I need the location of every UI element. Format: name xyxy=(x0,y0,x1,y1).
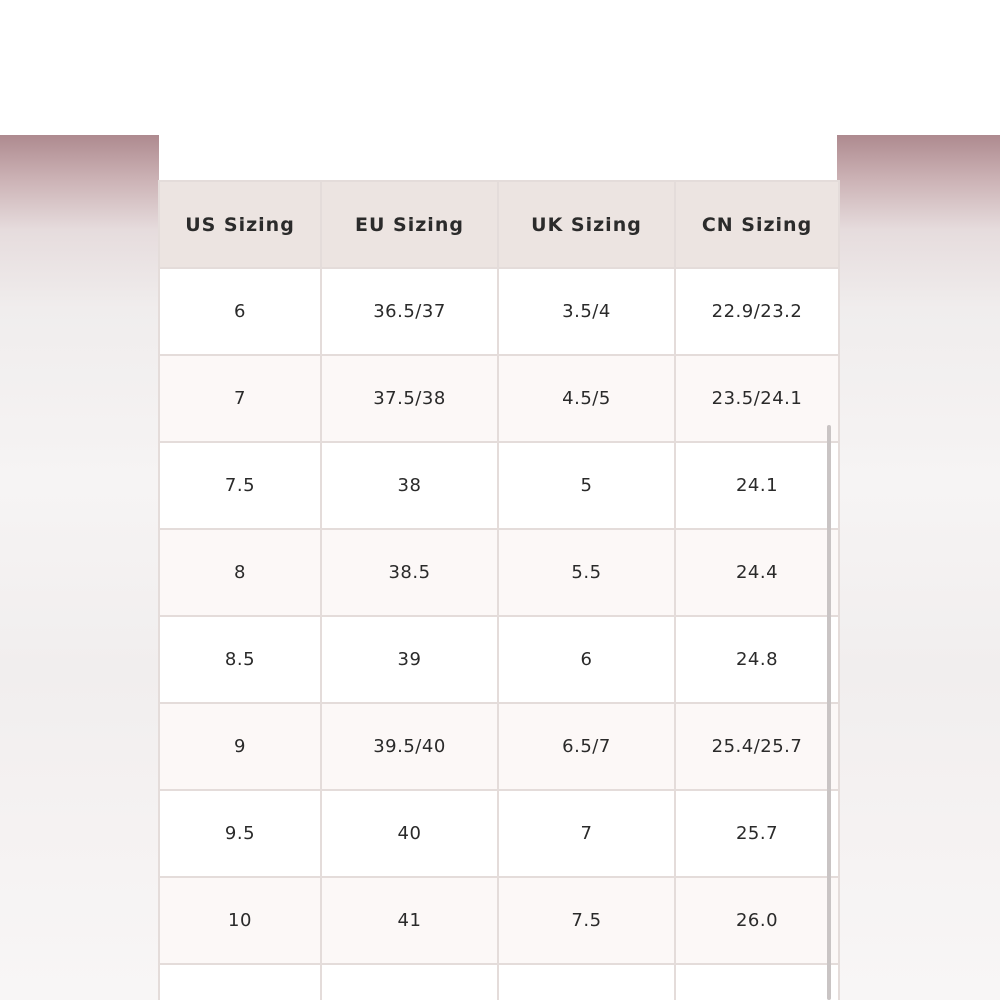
cell-cn: 23.5/24.1 xyxy=(675,355,839,442)
cell-eu: 38.5 xyxy=(321,529,498,616)
cell-us: 6 xyxy=(159,268,321,355)
table-row xyxy=(159,877,839,964)
table-row xyxy=(159,268,839,355)
vertical-scrollbar[interactable] xyxy=(827,425,831,1000)
cell-cn: 24.4 xyxy=(675,529,839,616)
cell-cn: 24.1 xyxy=(675,442,839,529)
cell-uk: 5 xyxy=(498,442,675,529)
cell-eu: 41 xyxy=(321,877,498,964)
cell-us: 8.5 xyxy=(159,616,321,703)
cell-us xyxy=(159,964,321,1000)
header-cn-sizing: CN Sizing xyxy=(675,181,839,268)
table-row xyxy=(159,442,839,529)
cell-eu: 39 xyxy=(321,616,498,703)
cell-uk: 7.5 xyxy=(498,877,675,964)
cell-uk: 5.5 xyxy=(498,529,675,616)
right-background-panel xyxy=(837,135,1000,1000)
cell-uk: 6.5/7 xyxy=(498,703,675,790)
cell-us: 10 xyxy=(159,877,321,964)
table-row xyxy=(159,964,839,1000)
cell-uk: 3.5/4 xyxy=(498,268,675,355)
cell-eu: 37.5/38 xyxy=(321,355,498,442)
cell-uk xyxy=(498,964,675,1000)
table-row xyxy=(159,529,839,616)
cell-cn xyxy=(675,964,839,1000)
cell-uk: 4.5/5 xyxy=(498,355,675,442)
cell-uk: 7 xyxy=(498,790,675,877)
cell-us: 7 xyxy=(159,355,321,442)
header-uk-sizing: UK Sizing xyxy=(498,181,675,268)
cell-cn: 25.7 xyxy=(675,790,839,877)
table-row xyxy=(159,790,839,877)
cell-eu: 39.5/40 xyxy=(321,703,498,790)
cell-us: 9.5 xyxy=(159,790,321,877)
cell-us: 9 xyxy=(159,703,321,790)
cell-cn: 25.4/25.7 xyxy=(675,703,839,790)
header-us-sizing: US Sizing xyxy=(159,181,321,268)
cell-eu xyxy=(321,964,498,1000)
cell-uk: 6 xyxy=(498,616,675,703)
size-chart-table xyxy=(158,180,840,1000)
table-row xyxy=(159,703,839,790)
cell-eu: 38 xyxy=(321,442,498,529)
cell-us: 8 xyxy=(159,529,321,616)
cell-eu: 36.5/37 xyxy=(321,268,498,355)
left-background-panel xyxy=(0,135,159,1000)
cell-cn: 22.9/23.2 xyxy=(675,268,839,355)
table-row xyxy=(159,355,839,442)
cell-cn: 24.8 xyxy=(675,616,839,703)
cell-cn: 26.0 xyxy=(675,877,839,964)
header-eu-sizing: EU Sizing xyxy=(321,181,498,268)
cell-us: 7.5 xyxy=(159,442,321,529)
cell-eu: 40 xyxy=(321,790,498,877)
table-row xyxy=(159,616,839,703)
table-header-row xyxy=(159,181,839,268)
